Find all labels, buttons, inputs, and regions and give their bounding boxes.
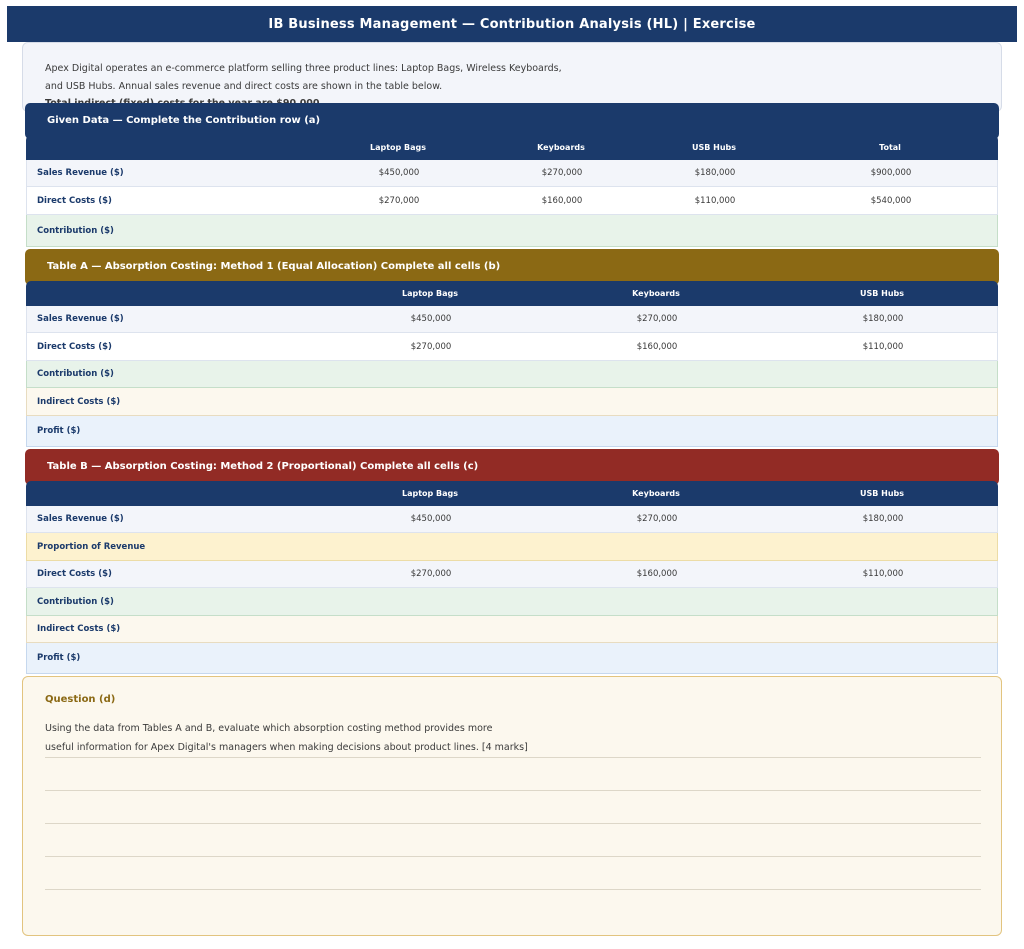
table-b-header-row [26, 481, 998, 506]
table-cell: $270,000 [636, 314, 678, 324]
table-row [26, 416, 998, 447]
table-row [26, 506, 998, 533]
table-a-heading: Table A — Absorption Costing: Method 1 (Equal Allocation) Complete all cells (b) [25, 249, 999, 285]
row-label: Sales Revenue ($) [37, 314, 124, 324]
table-cell: $270,000 [378, 195, 420, 206]
table-row [26, 160, 998, 187]
given-data-heading: Given Data — Complete the Contribution row (a) [25, 103, 999, 139]
answer-line[interactable] [45, 889, 981, 890]
table-row [26, 215, 998, 247]
row-label: Indirect Costs ($) [37, 624, 121, 634]
table-b-heading: Table B — Absorption Costing: Method 2 (Proportional) Complete all cells (c) [25, 449, 999, 485]
table-row [26, 561, 998, 588]
col-keyboards: Keyboards [632, 289, 680, 298]
table-cell: $110,000 [694, 195, 736, 206]
table-b [26, 481, 998, 674]
row-label: Direct Costs ($) [37, 341, 112, 352]
row-label: Direct Costs ($) [37, 195, 112, 206]
col-usb-hubs: USB Hubs [691, 143, 737, 152]
table-row [26, 333, 998, 361]
table-cell: $160,000 [636, 569, 678, 579]
table-cell: $270,000 [410, 341, 452, 352]
row-label: Contribution ($) [37, 596, 114, 607]
table-cell: $180,000 [862, 314, 904, 324]
table-cell: $180,000 [694, 168, 736, 178]
question-d-panel [22, 676, 1002, 936]
table-cell: $110,000 [862, 569, 904, 579]
question-line-1: Using the data from Tables A and B, evaluate which absorption costing method provides more [45, 723, 493, 734]
col-laptop-bags: Laptop Bags [369, 143, 427, 152]
table-cell: $110,000 [862, 341, 904, 352]
answer-line[interactable] [45, 790, 981, 791]
table-cell: $270,000 [636, 514, 678, 524]
table-row [26, 588, 998, 616]
table-cell: $270,000 [541, 168, 583, 178]
given-data-table [26, 135, 998, 247]
table-cell: $900,000 [870, 168, 912, 178]
col-keyboards: Keyboards [537, 143, 585, 152]
given-header-row [26, 135, 998, 160]
col-laptop-bags: Laptop Bags [401, 289, 459, 298]
table-row [26, 306, 998, 333]
row-label: Proportion of Revenue [37, 541, 146, 552]
question-title: Question (d) [45, 694, 116, 705]
table-cell: $180,000 [862, 514, 904, 524]
col-total: Total [879, 143, 901, 152]
page-title: IB Business Management — Contribution Analysis (HL) | Exercise [7, 6, 1017, 42]
table-cell: $450,000 [378, 168, 420, 178]
table-a [26, 281, 998, 447]
col-keyboards: Keyboards [632, 489, 680, 498]
table-a-header-row [26, 281, 998, 306]
table-cell: $270,000 [410, 569, 452, 579]
row-label: Profit ($) [37, 426, 81, 436]
col-usb-hubs: USB Hubs [859, 289, 905, 298]
intro-line-1: Apex Digital operates an e-commerce platform selling three product lines: Laptop Bags, Wireless Keyboards, [45, 63, 562, 74]
row-label: Sales Revenue ($) [37, 514, 124, 524]
table-row [26, 187, 998, 215]
col-usb-hubs: USB Hubs [859, 489, 905, 498]
table-row [26, 616, 998, 643]
row-label: Contribution ($) [37, 225, 114, 236]
answer-line[interactable] [45, 823, 981, 824]
intro-line-2: and USB Hubs. Annual sales revenue and direct costs are shown in the table below. [45, 80, 443, 92]
row-label: Sales Revenue ($) [37, 168, 124, 178]
table-cell: $450,000 [410, 314, 452, 324]
row-label: Direct Costs ($) [37, 569, 112, 579]
table-cell: $160,000 [541, 195, 583, 206]
table-row [26, 643, 998, 674]
row-label: Contribution ($) [37, 369, 114, 379]
row-label: Profit ($) [37, 653, 81, 663]
question-line-2: useful information for Apex Digital's managers when making decisions about product lines. [4 marks] [45, 742, 528, 753]
table-row [26, 388, 998, 416]
answer-line[interactable] [45, 856, 981, 857]
table-cell: $450,000 [410, 514, 452, 524]
table-row [26, 533, 998, 561]
question-text [45, 719, 965, 757]
table-row [26, 361, 998, 388]
row-label: Indirect Costs ($) [37, 396, 121, 407]
intro-panel [22, 42, 1002, 112]
col-laptop-bags: Laptop Bags [401, 489, 459, 498]
table-cell: $540,000 [870, 195, 912, 206]
answer-line[interactable] [45, 757, 981, 758]
table-cell: $160,000 [636, 341, 678, 352]
